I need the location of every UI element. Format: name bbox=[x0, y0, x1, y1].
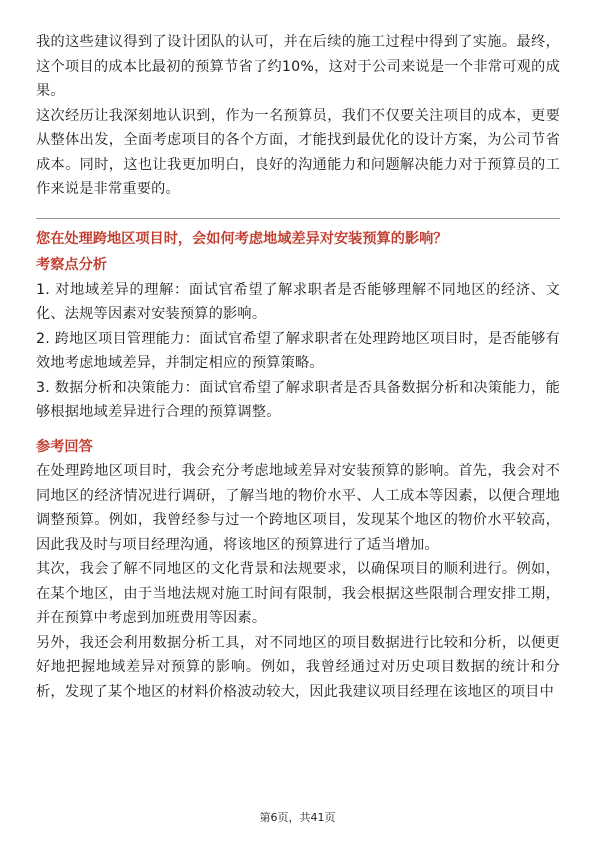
analysis-heading: 考察点分析 bbox=[36, 257, 107, 273]
page-content bbox=[36, 30, 560, 704]
section-divider bbox=[36, 218, 560, 219]
analysis-item: 1. 对地域差异的理解：面试官希望了解求职者是否能够理解不同地区的经济、文化、法规等因素对安装预算的影响。 bbox=[36, 281, 560, 322]
analysis-item: 2. 跨地区项目管理能力：面试官希望了解求职者在处理跨地区项目时，是否能够有效地考虑地域差异，并制定相应的预算策略。 bbox=[36, 330, 560, 371]
answer-paragraph: 在处理跨地区项目时，我会充分考虑地域差异对安装预算的影响。首先，我会对不同地区的经济情况进行调研，了解当地的物价水平、人工成本等因素，以便合理地调整预算。例如，我曾经参与过一个跨地区项目，发现某个地区的物价水平较高，因此我及时与项目经理沟通，将该地区的预算进行了适当增加。 bbox=[36, 463, 560, 553]
answer-heading: 参考回答 bbox=[36, 438, 93, 455]
answer-paragraph: 其次，我会了解不同地区的文化背景和法规要求，以确保项目的顺利进行。例如，在某个地区，由于当地法规对施工时间有限制，我会根据这些限制合理安排工期，并在预算中考虑到加班费用等因素。 bbox=[36, 561, 560, 626]
interview-question: 您在处理跨地区项目时，会如何考虑地域差异对安装预算的影响？ bbox=[36, 230, 448, 247]
spacer bbox=[36, 425, 560, 433]
answer-paragraph: 另外，我还会利用数据分析工具，对不同地区的项目数据进行比较和分析，以便更好地把握地域差异对预算的影响。例如，我曾经通过对历史项目数据的统计和分析，发现了某个地区的材料价格波动较大，因此我建议项目经理在该地区的项目中 bbox=[36, 634, 560, 700]
intro-paragraph-1: 我的这些建议得到了设计团队的认可，并在后续的施工过程中得到了实施。最终，这个项目的成本比最初的预算节省了约10%，这对于公司来说是一个非常可观的成果。 bbox=[36, 34, 560, 99]
intro-paragraph-2: 这次经历让我深刻地认识到，作为一名预算员，我们不仅要关注项目的成本，更要从整体出发，全面考虑项目的各个方面，才能找到最优化的设计方案，为公司节省成本。同时，这也让我更加明白，良好的沟通能力和问题解决能力对于预算员的工作来说是非常重要的。 bbox=[36, 107, 560, 197]
analysis-item: 3. 数据分析和决策能力：面试官希望了解求职者是否具备数据分析和决策能力，能够根据地域差异进行合理的预算调整。 bbox=[36, 379, 560, 420]
page-number: 第6页，共41页 bbox=[259, 811, 336, 824]
